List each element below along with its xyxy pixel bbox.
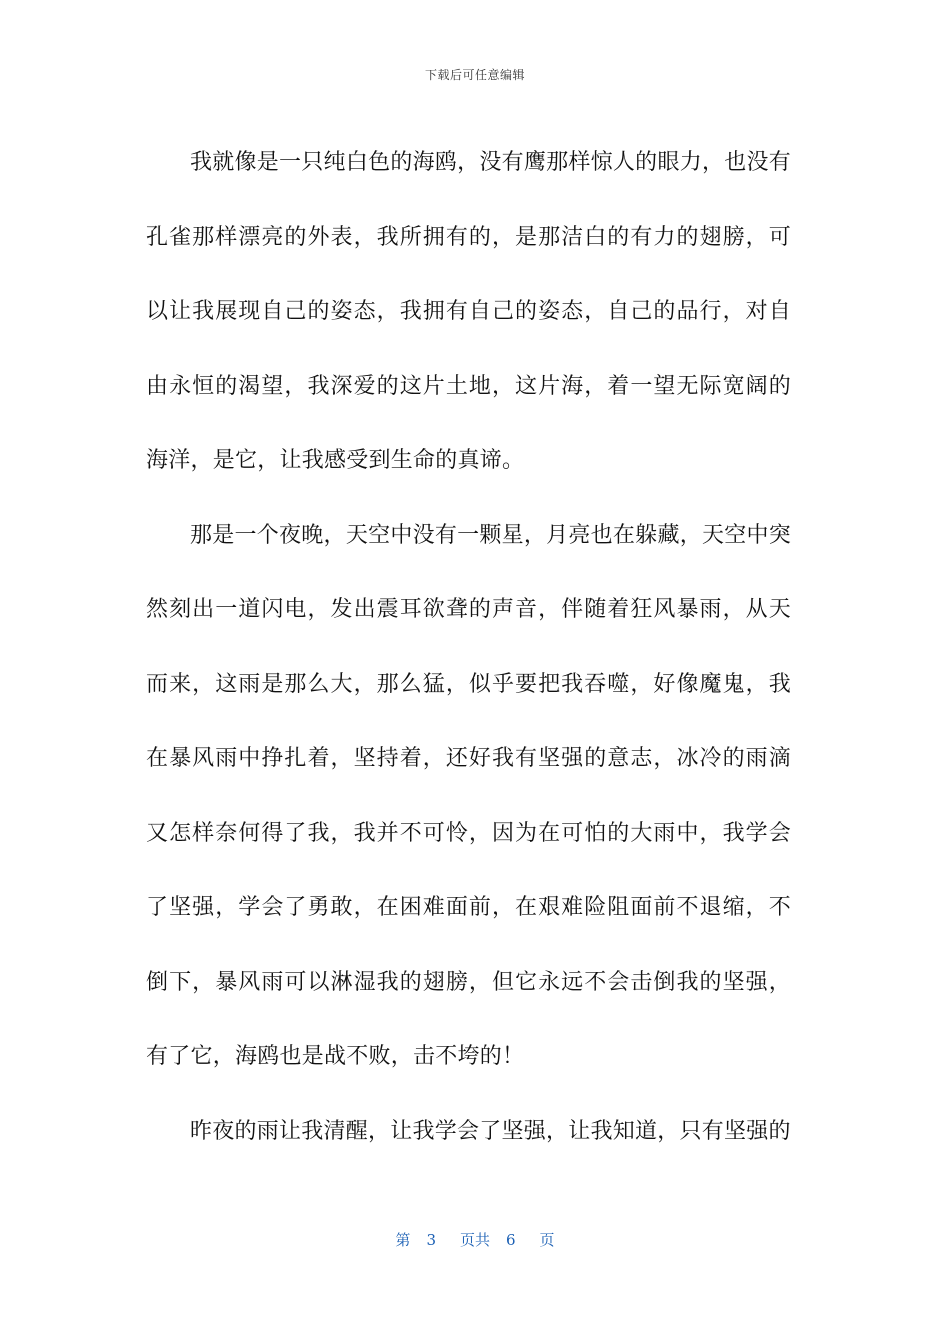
footer-suffix: 页 bbox=[539, 1231, 555, 1249]
paragraph-3: 昨夜的雨让我清醒，让我学会了坚强，让我知道，只有坚强的 bbox=[190, 1118, 791, 1144]
page-header: 下载后可任意编辑 bbox=[424, 68, 525, 82]
paragraph-2: 那是一个夜晚，天空中没有一颗星，月亮也在躲藏，天空中突然刻出一道闪电，发出震耳欲聋的声音，伴随着狂风暴雨，从天而来，这雨是那么大，那么猛，似乎要把我吞噬，好像魔鬼，我在暴风雨中挣扎着，坚持着，还好我有坚强的意志，冰冷的雨滴又怎样奈何得了我，我并不可怜，因为在可怕的大雨中，我学会了坚强，学会了勇敢，在困难面前，在艰难险阻面前不退缩，不倒下，暴风雨可以淋湿我的翅膀，但它永远不会击倒我的坚强，有了它，海鸥也是战不败，击不垮的！ bbox=[146, 522, 791, 1069]
current-page-number: 3 bbox=[426, 1231, 436, 1249]
total-pages-number: 6 bbox=[506, 1231, 516, 1249]
document-body bbox=[146, 126, 791, 1169]
footer-prefix: 第 bbox=[395, 1231, 411, 1249]
page-footer bbox=[0, 1229, 950, 1250]
paragraph-1: 我就像是一只纯白色的海鸥，没有鹰那样惊人的眼力，也没有孔雀那样漂亮的外表，我所拥有的，是那洁白的有力的翅膀，可以让我展现自己的姿态，我拥有自己的姿态，自己的品行，对自由永恒的渴望，我深爱的这片土地，这片海，着一望无际宽阔的海洋，是它，让我感受到生命的真谛。 bbox=[146, 150, 791, 473]
footer-middle: 页共 bbox=[459, 1231, 490, 1249]
